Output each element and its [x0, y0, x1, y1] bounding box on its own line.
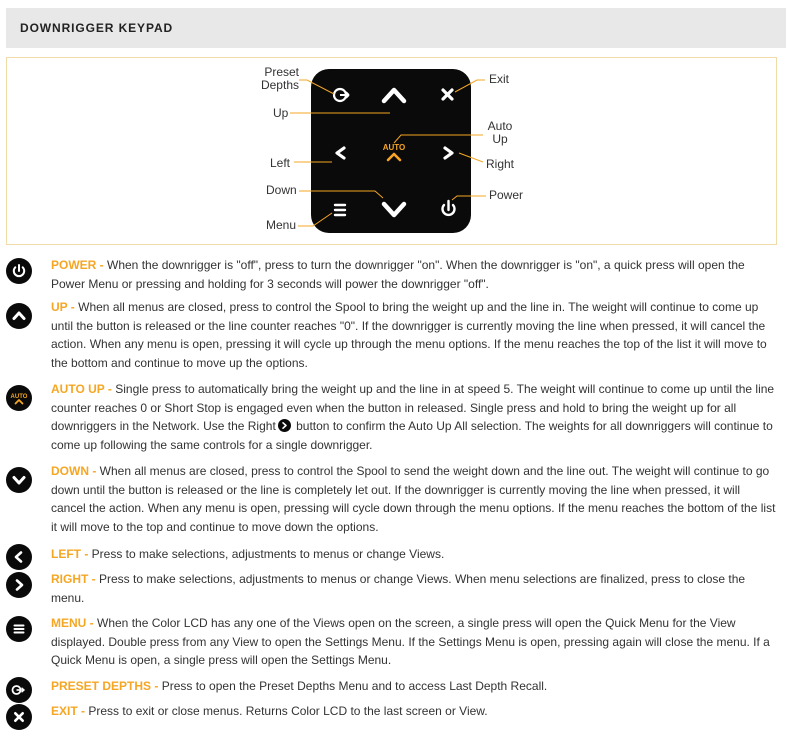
callout-menu: Menu: [266, 218, 297, 232]
up-arrow-icon: [6, 303, 32, 329]
right-arrow-icon: [6, 572, 32, 598]
item-body: Press to open the Preset Depths Menu and to access Last Depth Recall.: [158, 679, 548, 693]
auto-key-label: AUTO: [382, 143, 406, 152]
item-body: Press to make selections, adjustments to menus or change Views.: [88, 547, 445, 561]
keypad-illustration: [7, 58, 778, 246]
item-description: [51, 570, 776, 607]
menu-icon: [6, 616, 32, 642]
callout-left: Left: [270, 156, 291, 170]
item-description: [51, 298, 776, 372]
item-name: AUTO UP -: [51, 382, 112, 396]
power-icon: [6, 258, 32, 284]
item-description: [51, 380, 776, 454]
keypad-diagram: [6, 57, 777, 245]
auto-up-icon: [6, 385, 32, 411]
item-description: [51, 702, 776, 721]
item-description: [51, 462, 776, 536]
item-name: MENU -: [51, 616, 94, 630]
item-body: When all menus are closed, press to control the Spool to send the weight down and the line out. The weight will continue to go down until the button is released or the line is completely let out. If the downrigger is currently moving the line when pressed, it will cancel the action. When any menu is open, pressing will cycle down through the menu options. If the menu reaches the bottom of the list it will move to the top and continue to move down the options.: [51, 464, 776, 534]
item-description: [51, 677, 776, 696]
item-description: [51, 614, 776, 670]
exit-icon: [6, 704, 32, 730]
item-name: POWER -: [51, 258, 104, 272]
callout-right: Right: [486, 157, 515, 171]
item-name: EXIT -: [51, 704, 86, 718]
left-arrow-icon: [6, 544, 32, 570]
item-body: Press to exit or close menus. Returns Color LCD to the last screen or View.: [85, 704, 488, 718]
item-name: DOWN -: [51, 464, 97, 478]
callout-up: Up: [273, 106, 289, 120]
callout-preset-depths: Preset Depths: [260, 65, 299, 92]
callout-power: Power: [489, 188, 524, 202]
item-name: RIGHT -: [51, 572, 96, 586]
section-header: [6, 8, 786, 48]
item-name: PRESET DEPTHS -: [51, 679, 159, 693]
svg-text:AUTO: AUTO: [10, 394, 28, 400]
item-body: Single press to automatically bring the weight up and the line in at speed 5. The weight will continue to come up until the line counter reaches 0 or Short Stop is engaged even when the button in released. Single press and hold to bring the weight up for all downriggers in the Network. Use the Right: [51, 382, 775, 433]
item-description: [51, 256, 776, 293]
item-description: [51, 545, 776, 564]
section-title: DOWNRIGGER KEYPAD: [20, 21, 174, 35]
item-body: When all menus are closed, press to control the Spool to bring the weight up and the line in. The weight will continue to come up until the button is released or the line counter reaches "0". If the downrigger is currently moving the line when pressed, it will cancel the action. When any menu is open, pressing it will cycle up through the menu options. If the menu reaches the top of the list it will move to the bottom and continue to move up the options.: [51, 300, 767, 370]
callout-auto-up: Auto Up: [487, 119, 513, 146]
preset-depths-icon: [6, 677, 32, 703]
item-body: When the Color LCD has any one of the Views open on the screen, a single press will open the Quick Menu for the View displayed. Double press from any View to open the Settings Menu. If the Settings Menu is open, pressing again will close the menu. If a Quick Menu is open, a single press will open the Settings Menu.: [51, 616, 770, 667]
down-arrow-icon: [6, 467, 32, 493]
callout-exit: Exit: [489, 72, 510, 86]
item-name: LEFT -: [51, 547, 89, 561]
item-body-continued: button to confirm the Auto Up All selection. The weights for all downriggers will continue to come up following the same controls for a single downrigger.: [51, 419, 773, 452]
item-body: When the downrigger is "off", press to turn the downrigger "on". When the downrigger is "on", a quick press will open the Power Menu or pressing and holding for 3 seconds will power the downrigger "off".: [51, 258, 745, 291]
callout-down: Down: [266, 183, 297, 197]
item-name: UP -: [51, 300, 75, 314]
right-arrow-icon: [278, 419, 291, 432]
item-body: Press to make selections, adjustments to menus or change Views. When menu selections are finalized, press to close the menu.: [51, 572, 746, 605]
